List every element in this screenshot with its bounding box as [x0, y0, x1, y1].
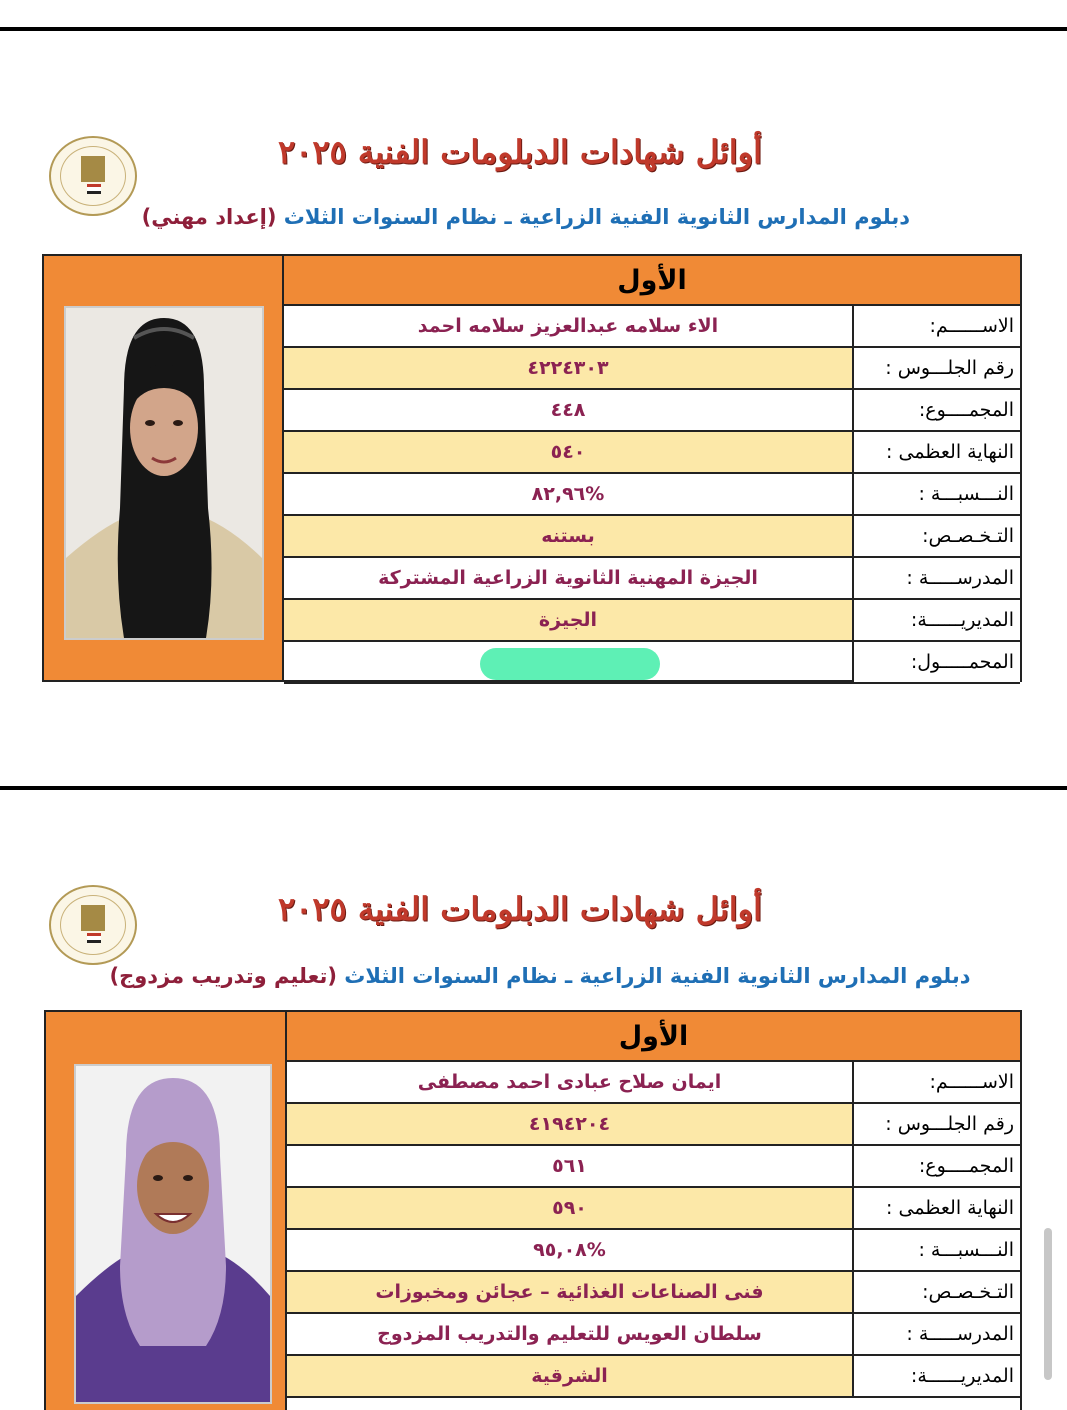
field-value: الشرقية	[287, 1356, 852, 1396]
field-label: المديريــــــة:	[852, 1356, 1020, 1396]
subtitle-note: (إعداد مهني)	[141, 205, 277, 229]
photo-panel	[46, 1012, 287, 1410]
field-value: ٥٦١	[552, 1155, 587, 1177]
field-label: المدرســـــة :	[852, 1314, 1020, 1354]
field-label: النـــسبـــة :	[852, 474, 1020, 514]
table-row	[284, 516, 1020, 558]
subtitle-note: (تعليم وتدريب مزدوج)	[109, 964, 337, 988]
field-value: %٨٢,٩٦	[531, 483, 605, 505]
field-value: بستنه	[284, 516, 852, 556]
table-row	[287, 1104, 1020, 1146]
field-value: %٩٥,٠٨	[533, 1239, 606, 1261]
certificate-title: أوائل شهادات الدبلومات الفنية ٢٠٢٥	[277, 890, 763, 928]
top-divider	[0, 27, 1067, 31]
field-label: النـــسبـــة :	[852, 1230, 1020, 1270]
table-row	[287, 1230, 1020, 1272]
ministry-logo-icon	[49, 136, 137, 216]
student-photo	[64, 306, 264, 640]
field-label: رقم الجلـــوس :	[852, 348, 1020, 388]
field-label: الاســــــم:	[852, 1062, 1020, 1102]
student-photo	[74, 1064, 272, 1404]
scrollbar[interactable]	[1044, 1228, 1052, 1380]
photo-panel	[44, 256, 284, 680]
field-value: ايمان صلاح عبادى احمد مصطفى	[417, 1071, 722, 1093]
table-row	[284, 432, 1020, 474]
field-value: سلطان العويس للتعليم والتدريب المزدوج	[377, 1323, 762, 1345]
field-label: رقم الجلـــوس :	[852, 1104, 1020, 1144]
field-value: الجيزة	[284, 600, 852, 640]
subtitle-main: دبلوم المدارس الثانوية الفنية الزراعية ـ نظام السنوات الثلاث	[344, 964, 971, 988]
field-value: ٥٩٠	[287, 1188, 852, 1228]
table-row	[284, 390, 1020, 432]
rank-header: الأول	[287, 1012, 1020, 1062]
student-card	[44, 1010, 1022, 1410]
table-row	[284, 306, 1020, 348]
field-label: المجمــــوع:	[852, 390, 1020, 430]
field-label: التـخـصـص:	[852, 1272, 1020, 1312]
table-row	[287, 1188, 1020, 1230]
rank-header: الأول	[284, 256, 1020, 306]
field-label: النهاية العظمى :	[852, 432, 1020, 472]
table-row	[287, 1272, 1020, 1314]
table-row	[287, 1062, 1020, 1104]
field-value: ٤١٩٤٢٠٤	[287, 1104, 852, 1144]
ministry-logo-icon	[49, 885, 137, 965]
field-value: الجيزة المهنية الثانوية الزراعية المشتركة	[378, 567, 758, 589]
subtitle-main: دبلوم المدارس الثانوية الفنية الزراعية ـ نظام السنوات الثلاث	[283, 205, 910, 229]
table-row	[287, 1146, 1020, 1188]
table-row	[287, 1314, 1020, 1356]
field-label: المديريــــــة:	[852, 600, 1020, 640]
certificate-title: أوائل شهادات الدبلومات الفنية ٢٠٢٥	[277, 133, 763, 171]
field-label: النهاية العظمى :	[852, 1188, 1020, 1228]
table-row	[284, 600, 1020, 642]
redacted-phone	[480, 648, 660, 680]
field-value: ٤٢٢٤٣٠٣	[284, 348, 852, 388]
table-row	[287, 1356, 1020, 1398]
field-value: فنى الصناعات الغذائية – عجائن ومخبوزات	[287, 1272, 852, 1312]
certificate-subtitle	[141, 205, 910, 229]
field-label: التـخـصـص:	[852, 516, 1020, 556]
field-label: المحمـــــول:	[852, 642, 1020, 682]
table-row	[284, 474, 1020, 516]
certificate-subtitle	[100, 964, 980, 988]
field-value: الاء سلامه عبدالعزيز سلامه احمد	[417, 315, 719, 337]
table-row	[284, 558, 1020, 600]
section-divider	[0, 786, 1067, 790]
field-value: ٤٤٨	[550, 399, 586, 421]
student-card	[42, 254, 1022, 682]
field-value: ٥٤٠	[284, 432, 852, 472]
table-row	[284, 348, 1020, 390]
field-label: المدرســـــة :	[852, 558, 1020, 598]
field-label: المجمــــوع:	[852, 1146, 1020, 1186]
field-label: الاســــــم:	[852, 306, 1020, 346]
